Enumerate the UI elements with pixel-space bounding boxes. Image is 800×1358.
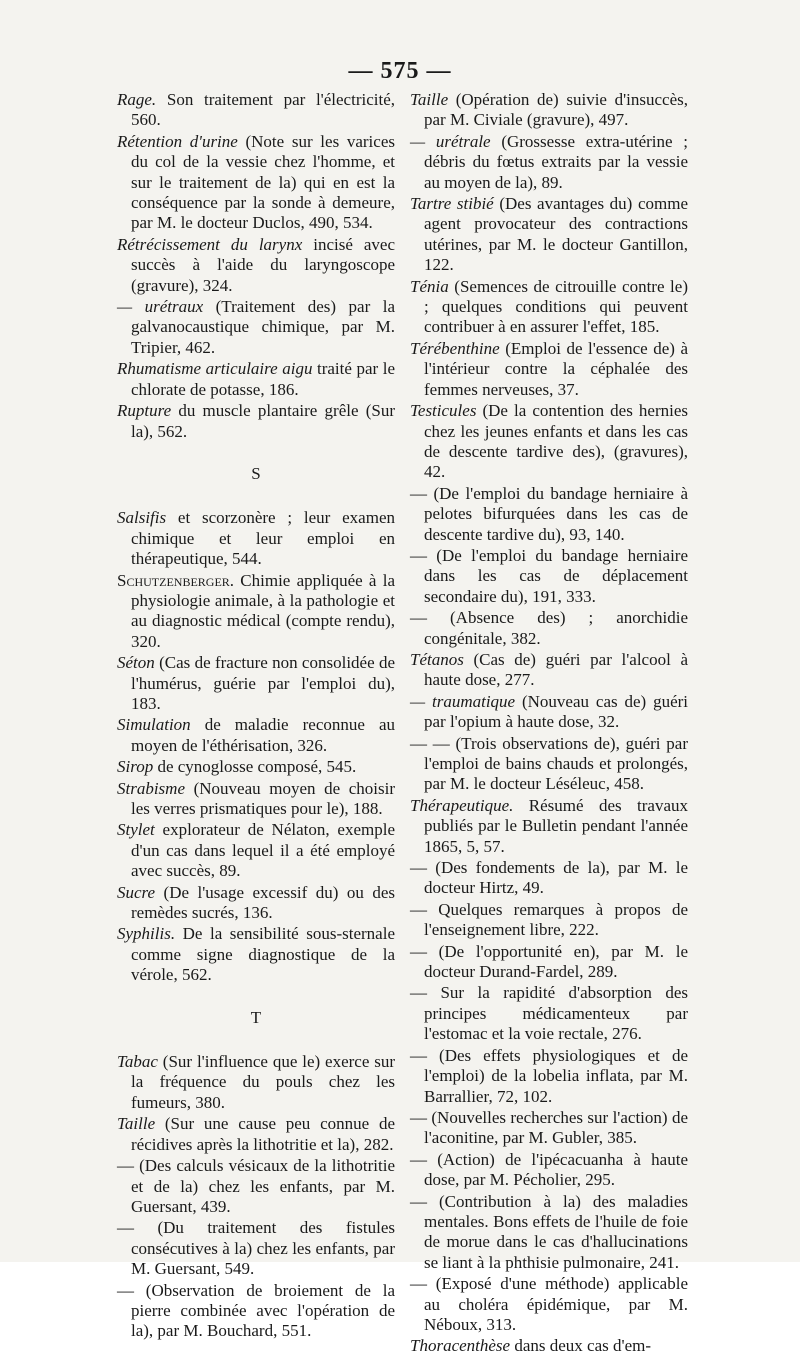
entry-heading: Stylet bbox=[117, 820, 155, 840]
entry-heading: — urétrale bbox=[410, 131, 491, 151]
entry-heading: Rhumatisme articulaire aigu bbox=[117, 359, 313, 379]
entry-heading: Sirop bbox=[117, 757, 154, 777]
index-entry bbox=[117, 1281, 395, 1342]
entry-heading: Rétention d'urine bbox=[117, 131, 238, 151]
entry-text: — (Contribution à la) des maladies mentales. Bons effets de l'huile de foie de morue dans le cas d'hallucinations se liant à la phthisie pulmonaire, 241. bbox=[410, 1191, 688, 1272]
entry-text: du muscle plantaire grêle (Sur la), 562. bbox=[131, 401, 395, 441]
entry-text: — (De l'opportunité en), par M. le docteur Durand-Fardel, 289. bbox=[410, 941, 688, 982]
entry-text: (Nouveau cas de) guéri par l'opium à haute dose, 32. bbox=[424, 691, 688, 732]
entry-heading: Rupture bbox=[117, 401, 172, 421]
index-entry bbox=[117, 1156, 395, 1217]
entry-text: De la sensibilité sous-sternale comme signe diagnostique de la vérole, 562. bbox=[131, 924, 395, 985]
entry-text: (De la contention des hernies chez les jeunes enfants et dans les cas de descente tardive des), (gravures), 42. bbox=[424, 401, 688, 482]
entry-heading: Tabac bbox=[117, 1052, 158, 1072]
entry-text: Son traitement par l'électricité, 560. bbox=[131, 90, 395, 130]
index-entry bbox=[117, 820, 395, 881]
index-entry bbox=[410, 1336, 688, 1356]
entry-heading: Tartre stibié bbox=[410, 194, 494, 214]
entry-text: Résumé des travaux publiés par le Bulletin pendant l'année 1865, 5, 57. bbox=[424, 795, 688, 856]
entry-heading: Ténia bbox=[410, 276, 449, 296]
entry-text: (Sur une cause peu connue de récidives après la lithotritie et la), 282. bbox=[131, 1114, 395, 1154]
index-entry bbox=[117, 359, 395, 400]
index-entry bbox=[410, 608, 688, 649]
index-entry bbox=[410, 734, 688, 795]
entry-text: — (Absence des) ; anorchidie congénitale, 382. bbox=[410, 608, 688, 648]
entry-text: — (Action) de l'ipécacuanha à haute dose, par M. Pécholier, 295. bbox=[410, 1149, 688, 1190]
entry-text: (Grossesse extra-utérine ; débris du fœtus extraits par la vessie au moyen de la), 89. bbox=[424, 131, 688, 192]
entry-heading: — urétraux bbox=[117, 297, 204, 317]
entry-heading: Thoracenthèse bbox=[410, 1336, 511, 1356]
index-entry bbox=[410, 1046, 688, 1107]
index-entry bbox=[117, 235, 395, 296]
entry-text: (Nouveau moyen de choisir les verres prismatiques pour le), 188. bbox=[131, 778, 395, 818]
entry-heading: Rétrécissement du larynx bbox=[117, 234, 303, 254]
entry-text: — (De l'emploi du bandage herniaire dans les cas de déplacement secondaire du), 191, 333. bbox=[410, 545, 688, 606]
index-entry bbox=[410, 983, 688, 1044]
entry-text: — (De l'emploi du bandage herniaire à pelotes bifurquées dans les cas de descente tardive du), 93, 140. bbox=[410, 483, 688, 544]
entry-heading: Térébenthine bbox=[410, 338, 500, 358]
section-letter-s: S bbox=[251, 463, 261, 483]
entries-s bbox=[117, 508, 395, 985]
index-entry bbox=[117, 883, 395, 924]
entry-text: — (Observation de broiement de la pierre combinée avec l'opération de la), par M. Bouchard, 551. bbox=[117, 1280, 395, 1341]
index-entry bbox=[410, 484, 688, 545]
entry-text: Chimie appliquée à la physiologie animale, à la pathologie et au diagnostic médical (compte rendu), 320. bbox=[131, 570, 395, 651]
entries-t bbox=[117, 1052, 395, 1342]
index-entry bbox=[117, 571, 395, 653]
entry-text: (Sur l'influence que le) exerce sur la fréquence du pouls chez les fumeurs, 380. bbox=[131, 1052, 395, 1112]
entry-heading: Syphilis. bbox=[117, 924, 176, 944]
entry-text: (Des avantages du) comme agent provocateur des contractions utérines, par M. le docteur Gantillon, 122. bbox=[424, 194, 688, 275]
entries-right bbox=[410, 90, 688, 1357]
page-number: — 575 — bbox=[348, 58, 452, 84]
entry-text: — (Des fondements de la), par M. le docteur Hirtz, 49. bbox=[410, 858, 688, 898]
index-entry bbox=[410, 692, 688, 733]
entry-heading: Séton bbox=[117, 653, 155, 673]
entry-text: — (Des effets physiologiques et de l'emploi) de la lobelia inflata, par M. Barrallier, 72, 102. bbox=[410, 1045, 688, 1106]
entry-text: (Semences de citrouille contre le) ; quelques conditions qui peuvent contribuer à en assurer l'effet, 185. bbox=[424, 276, 688, 337]
entries-r bbox=[117, 90, 395, 442]
index-entry bbox=[410, 1274, 688, 1335]
entry-text: de maladie reconnue au moyen de l'éthérisation, 326. bbox=[131, 715, 395, 755]
entry-text: — (Des calculs vésicaux de la lithotritie et de la) chez les enfants, par M. Guersant, 439. bbox=[117, 1156, 395, 1216]
entry-text: (Opération de) suivie d'insuccès, par M. Civiale (gravure), 497. bbox=[424, 90, 688, 130]
entry-heading: Taille bbox=[117, 1114, 156, 1134]
index-entry bbox=[410, 90, 688, 131]
entry-text: de cynoglosse composé, 545. bbox=[153, 757, 357, 777]
entry-text: — Quelques remarques à propos de l'enseignement libre, 222. bbox=[410, 899, 688, 940]
entry-heading: Taille bbox=[410, 90, 449, 109]
index-entry bbox=[410, 1192, 688, 1274]
index-entry bbox=[117, 924, 395, 985]
entry-heading: Strabisme bbox=[117, 778, 185, 798]
entry-heading: Salsifis bbox=[117, 508, 167, 528]
index-entry bbox=[410, 132, 688, 193]
entry-heading: Thérapeutique. bbox=[410, 795, 514, 815]
entry-heading: Testicules bbox=[410, 401, 477, 421]
index-entry bbox=[410, 858, 688, 899]
entry-text: traité par le chlorate de potasse, 186. bbox=[131, 359, 395, 399]
index-entry bbox=[117, 1218, 395, 1279]
entry-heading: Schutzenberger. bbox=[117, 570, 235, 590]
entry-heading: — traumatique bbox=[410, 691, 516, 711]
index-entry bbox=[410, 1108, 688, 1149]
entry-text: incisé avec succès à l'aide du laryngoscope (gravure), 324. bbox=[131, 234, 395, 295]
index-entry bbox=[117, 508, 395, 569]
entry-text: explorateur de Nélaton, exemple d'un cas dans lequel il a été employé avec succès, 89. bbox=[131, 820, 395, 881]
entry-text: — (Nouvelles recherches sur l'action) de l'aconitine, par M. Gubler, 385. bbox=[410, 1107, 688, 1148]
entry-text: et scorzonère ; leur examen chimique et leur emploi en thérapeutique, 544. bbox=[131, 508, 395, 569]
entry-text: (Note sur les varices du col de la vessie chez l'homme, et sur le traitement de la) qui en est la conséquence par la sonde à demeure, par M. le docteur Duclos, 490, 534. bbox=[131, 131, 395, 233]
entry-text: (Cas de) guéri par l'alcool à haute dose, 277. bbox=[424, 649, 688, 690]
index-entry bbox=[410, 942, 688, 983]
index-entry bbox=[117, 132, 395, 234]
entry-text: — Sur la rapidité d'absorption des principes médicamenteux par l'estomac et la voie rectale, 276. bbox=[410, 983, 688, 1044]
index-entry bbox=[117, 1052, 395, 1113]
entry-text: (Cas de fracture non consolidée de l'humérus, guérie par l'emploi du), 183. bbox=[131, 653, 395, 713]
entry-heading: Simulation bbox=[117, 715, 191, 735]
index-entry bbox=[117, 1114, 395, 1155]
left-column bbox=[117, 90, 395, 1343]
index-entry bbox=[117, 653, 395, 714]
entry-heading: Sucre bbox=[117, 882, 156, 902]
index-entry bbox=[117, 297, 395, 358]
entry-text: dans deux cas d'em- bbox=[510, 1336, 651, 1356]
entry-text: — — (Trois observations de), guéri par l'emploi de bains chauds et prolongés, par M. le docteur Léséleuc, 458. bbox=[410, 733, 688, 794]
index-entry bbox=[410, 339, 688, 400]
entry-text: (Emploi de l'essence de) à l'intérieur contre la céphalée des femmes nerveuses, 37. bbox=[424, 338, 688, 399]
entry-text: (De l'usage excessif du) ou des remèdes sucrés, 136. bbox=[131, 882, 395, 923]
index-entry bbox=[117, 757, 395, 777]
index-entry bbox=[410, 546, 688, 607]
index-entry bbox=[410, 650, 688, 691]
index-entry bbox=[410, 194, 688, 276]
index-entry bbox=[410, 401, 688, 483]
entry-text: — (Du traitement des fistules consécutives à la) chez les enfants, par M. Guersant, 549. bbox=[117, 1218, 395, 1279]
index-entry bbox=[410, 796, 688, 857]
entry-text: (Traitement des) par la galvanocaustique chimique, par M. Tripier, 462. bbox=[131, 297, 395, 357]
section-letter-t: T bbox=[250, 1007, 262, 1027]
entry-heading: Rage. bbox=[117, 90, 157, 109]
index-entry bbox=[117, 715, 395, 756]
index-entry bbox=[117, 401, 395, 442]
index-entry bbox=[410, 900, 688, 941]
right-column bbox=[410, 90, 688, 1358]
entry-heading: Tétanos bbox=[410, 649, 464, 669]
index-entry bbox=[117, 779, 395, 820]
entry-text: — (Exposé d'une méthode) applicable au choléra épidémique, par M. Néboux, 313. bbox=[410, 1274, 688, 1334]
index-entry bbox=[410, 277, 688, 338]
index-entry bbox=[410, 1150, 688, 1191]
index-entry bbox=[117, 90, 395, 131]
